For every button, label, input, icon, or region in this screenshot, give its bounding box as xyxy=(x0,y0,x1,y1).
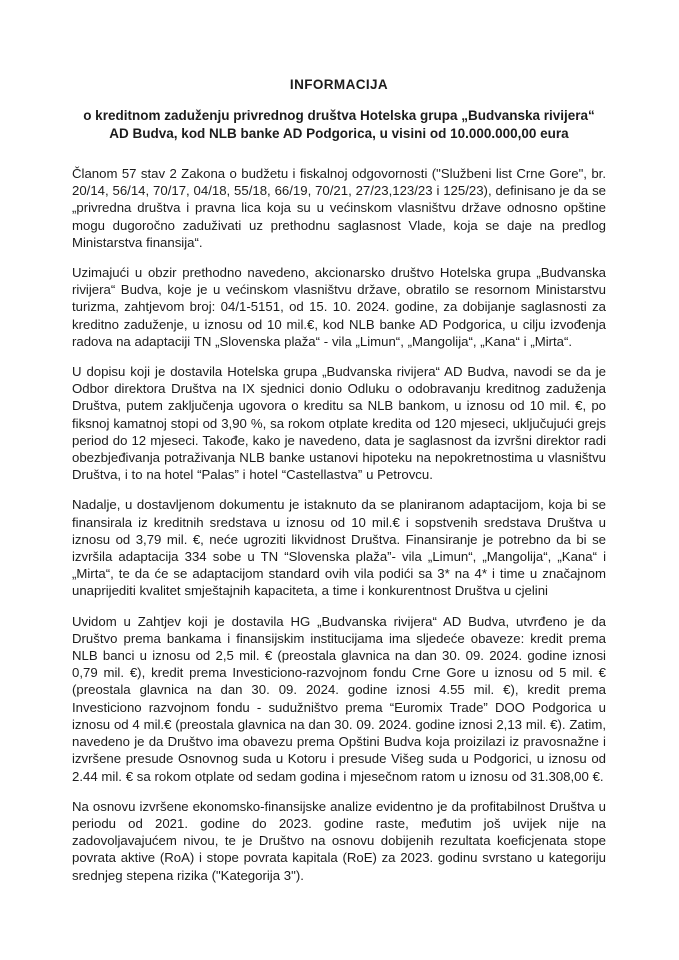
paragraph-financial-analysis: Na osnovu izvršene ekonomsko-finansijske analize evidentno je da profitabilnost Društva u periodu od 2021. godine do 2023. godine raste, međutim još uvijek nije na zadovoljavajućem nivou, te je Društvo na osnovu dobijenih rezultata koeficjenata stope povrata aktive (RoA) i stope povrata kapitala (RoE) za 2023. godinu svrstano u kategoriju srednjeg stepena rizika ("Kategorija 3"). xyxy=(72,798,606,883)
document-content xyxy=(72,76,606,884)
page-title: INFORMACIJA xyxy=(289,77,389,92)
paragraph-adaptation-financing: Nadalje, u dostavljenom dokumentu je istaknuto da se planiranom adaptacijom, koja bi se finansirala iz kreditnih sredstava u iznosu od 10 mil.€ i sopstvenih sredstava Društva u iznosu od 3,79 mil. €, neće ugroziti likvidnost Društva. Finansiranje je potrebno da bi se izvršila adaptacija 334 sobe u TN “Slovenska plaža”- vila „Limun“, „Mangolija“, „Kana“ i „Mirta“, te da će se adaptacijom standard ovih vila podići sa 3* na 4* i time u značajnom unaprijediti kvalitet smještajnih kapaciteta, a time i konkurentnost Društva u cjelini xyxy=(72,497,606,599)
document-subtitle: o kreditnom zaduženju privrednog društva Hotelska grupa „Budvanska rivijera“ AD Budva, kod NLB banke AD Podgorica, u visini od 10.000.000,00 eura xyxy=(83,108,595,141)
paragraph-legal-basis: Članom 57 stav 2 Zakona o budžetu i fiskalnoj odgovornosti ("Službeni list Crne Gore", br. 20/14, 56/14, 70/17, 04/18, 55/18, 66/19, 70/21, 27/23,123/23 i 125/23), definisano je da se „privredna društva i pravna lica koja su u većinskom vlasništvu države odnosno opštine mogu dugoročno zaduživati uz prethodnu saglasnost Vlade, koja se daje na predlog Ministarstva finansija“. xyxy=(72,166,606,250)
paragraph-request-submission: Uzimajući u obzir prethodno navedeno, akcionarsko društvo Hotelska grupa „Budvanska rivijera“ Budva, koje je u većinskom vlasništvu države, obratilo se resornom Ministarstvu turizma, zahtjevom broj: 04/1-5151, od 15. 10. 2024. godine, za dobijanje saglasnosti za kreditno zaduženje, u iznosu od 10 mil.€, kod NLB banke AD Podgorica, u cilju izvođenja radova na adaptaciji TN „Slovenska plaža“ - vila „Limun“, „Mangolija“, „Kana“ i „Mirta“. xyxy=(72,265,606,349)
paragraph-board-decision: U dopisu koji je dostavila Hotelska grupa „Budvanska rivijera“ AD Budva, navodi se da je Odbor direktora Društva na IX sjednici donio Odluku o odobravanju kreditnog zaduženja Društva, putem zaključenja ugovora o kreditu sa NLB bankom, u iznosu od 10 mil. €, po fiksnoj kamatnoj stopi od 3,90 %, sa rokom otplate kredita od 120 mjeseci, uključujući grejs period do 12 mjeseci. Takođe, kako je navedeno, data je saglasnost da izvršni direktor radi obezbjeđivanja potraživanja NLB banke ustanovi hipoteku na nepokretnostima u vlasništvu Društva, i to na hotel “Palas” i hotel “Castellastva” u Petrovcu. xyxy=(72,364,606,483)
paragraph-existing-obligations: Uvidom u Zahtjev koji je dostavila HG „Budvanska rivijera“ AD Budva, utvrđeno je da Društvo prema bankama i finansijskim institucijama ima sljedeće obaveze: kredit prema NLB banci u iznosu od 2,5 mil. € (preostala glavnica na dan 30. 09. 2024. godine iznosi 0,79 mil. €), kredit prema Investiciono-razvojnom fondu Crne Gore u iznosu od 5 mil. € (preostala glavnica na dan 30. 09. 2024. godine iznosi 4.55 mil. €), kredit prema Investiciono razvojnom fondu - sudužništvo prema “Euromix Trade” DOO Podgorica u iznosu od 4 mil.€ (preostala glavnica na dan 30. 09. 2024. godine iznosi 2,13 mil. €). Zatim, navedeno je da Društvo ima obavezu prema Opštini Budva koja proizilazi iz pravosnažne i izvršene presude Osnovnog suda u Kotoru i presude Višeg suda u Podgorici, u iznosu od 2.44 mil. € sa rokom otplate od sedam godina i mjesečnom ratom u iznosu od 31.308,00 €. xyxy=(72,613,606,784)
